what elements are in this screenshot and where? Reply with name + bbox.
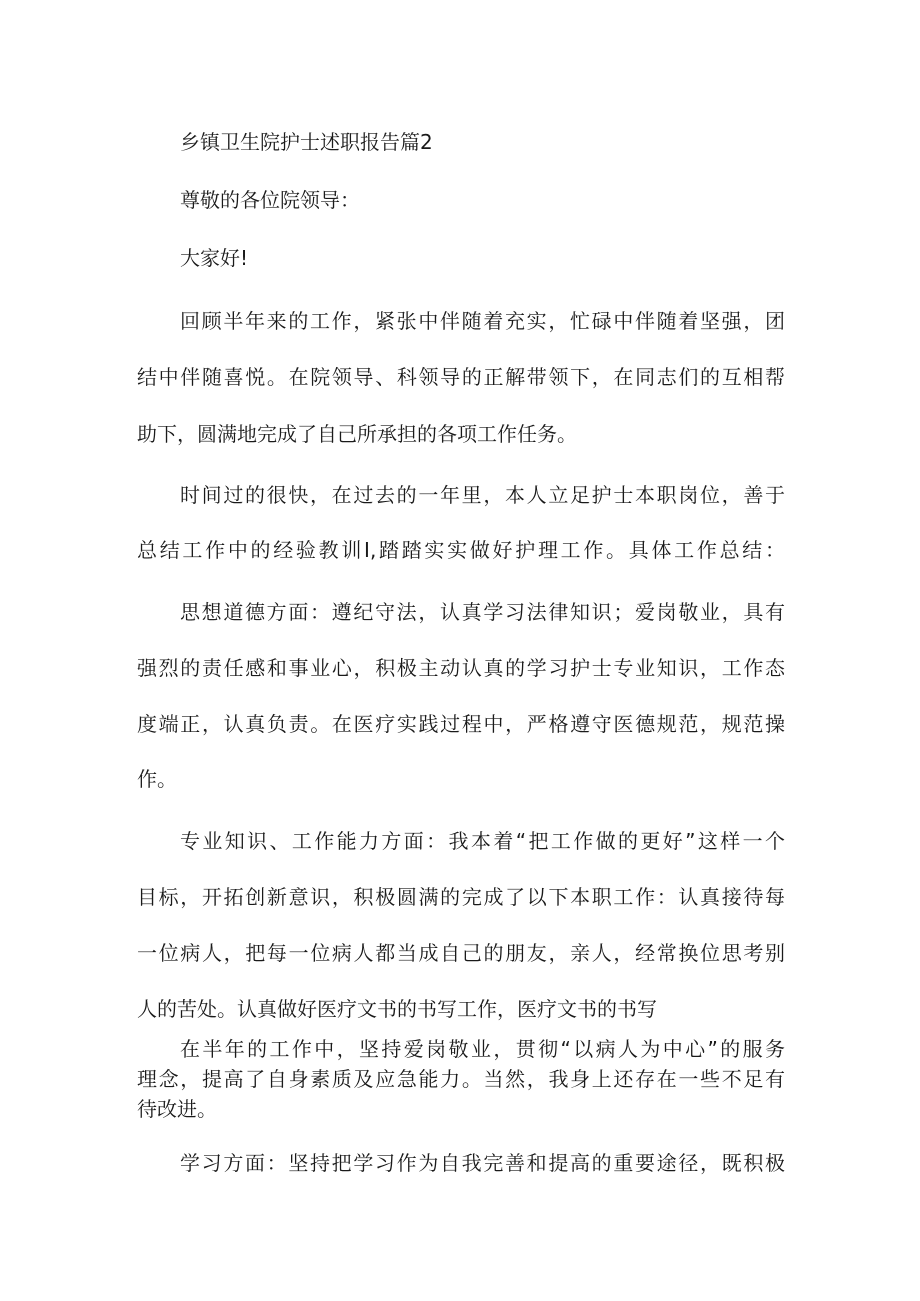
paragraph-line: 目标，开拓创新意识，积极圆满的完成了以下本职工作：认真接待每 — [137, 885, 785, 909]
paragraph-line: 结中伴随喜悦。在院领导、科领导的正解带领下，在同志们的互相帮 — [137, 365, 785, 389]
document-title: 乡镇卫生院护士述职报告篇2 — [180, 130, 433, 154]
paragraph-line: 时间过的很快，在过去的一年里，本人立足护士本职岗位，善于 — [180, 483, 785, 507]
paragraph-line: 在半年的工作中，坚持爱岗敬业，贯彻“以病人为中心”的服务 — [180, 1037, 785, 1061]
paragraph-line: 强烈的责任感和事业心，积极主动认真的学习护士专业知识，工作态 — [137, 656, 785, 680]
paragraph-line: 一位病人，把每一位病人都当成自己的朋友，亲人，经常换位思考别 — [137, 941, 785, 965]
paragraph-line: 回顾半年来的工作，紧张中伴随着充实，忙碌中伴随着坚强，团 — [180, 309, 785, 333]
paragraph-line: 作。 — [137, 767, 177, 791]
paragraph-line: 人的苦处。认真做好医疗文书的书写工作，医疗文书的书写 — [137, 997, 657, 1021]
paragraph-line: 待改进。 — [137, 1097, 217, 1121]
paragraph-line: 思想道德方面：遵纪守法，认真学习法律知识；爱岗敬业，具有 — [180, 600, 785, 624]
paragraph-line: 助下，圆满地完成了自己所承担的各项工作任务。 — [137, 422, 577, 446]
salutation: 尊敬的各位院领导： — [180, 188, 360, 212]
greeting: 大家好! — [180, 246, 249, 270]
paragraph-line: 专业知识、工作能力方面：我本着“把工作做的更好”这样一个 — [180, 829, 785, 853]
paragraph-line: 理念，提高了自身素质及应急能力。当然，我身上还存在一些不足有 — [137, 1067, 785, 1091]
paragraph-line: 度端正，认真负责。在医疗实践过程中，严格遵守医德规范，规范操 — [137, 712, 785, 736]
paragraph-line: 学习方面：坚持把学习作为自我完善和提高的重要途径，既积极 — [180, 1151, 785, 1175]
paragraph-line: 总结工作中的经验教训I,踏踏实实做好护理工作。具体工作总结： — [137, 538, 785, 562]
